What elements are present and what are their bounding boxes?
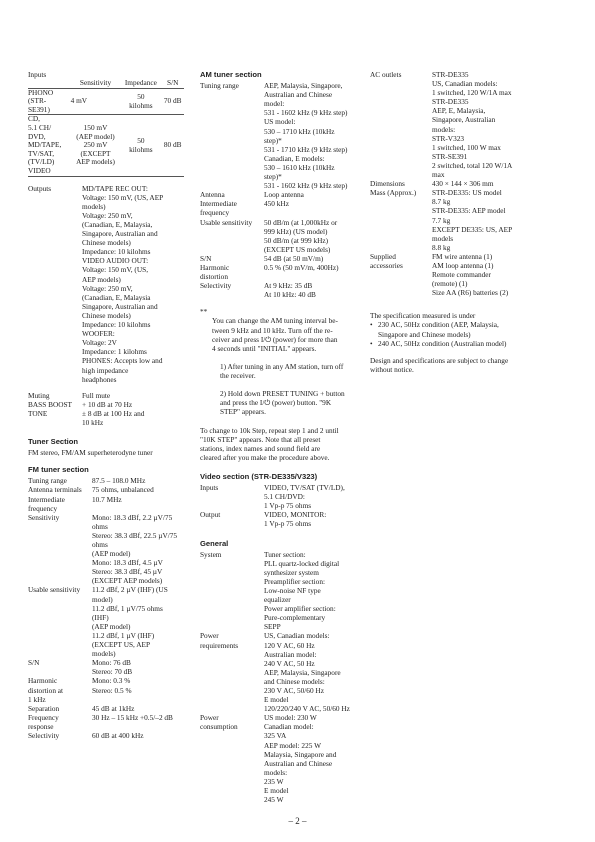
spec-value: MD/TAPE REC OUT: Voltage: 150 mV, (US, AEP models) Voltage: 250 mV, (Canadian, E, Malaysia, Singapore, Australian and Chinese models) Impedance: 10 kilohms VIDEO AUDIO OUT: Voltage: 150 mV, (US, AEP models) Voltage: 250 mV, (Canadian, E, Malaysia Singapore, Australian and Chinese models) Impedance: 10 kilohms WOOFER: Voltage: 2V Impedance: 1 kilohms PHONES: Accepts low and high impedance headphones — [82, 183, 164, 384]
fm-row — [28, 495, 190, 513]
spec-value: STR-DE335: US model 8.7 kg STR-DE335: AEP model 7.7 kg EXCEPT DE335: US, AEP models 8.8 kg — [432, 188, 513, 252]
am-value: Loop antenna — [264, 190, 304, 200]
fm-row — [28, 585, 190, 658]
am-label: Tuning range — [200, 81, 239, 91]
am-row — [200, 199, 364, 217]
fm-row — [28, 676, 190, 703]
spec-value: FM wire antenna (1) AM loop antenna (1) Remote commander (remote) (1) Size AA (R6) batteries (2) — [432, 251, 509, 298]
fm-label: Tuning range — [28, 476, 67, 486]
am-label: Usable sensitivity — [200, 217, 253, 227]
header-sn: S/N — [161, 79, 184, 88]
spec-label: Dimensions — [370, 179, 405, 189]
inputs-heading: Inputs — [28, 70, 47, 79]
general-value: US, Canadian models: 120 V AC, 60 Hz Australian model: 240 V AC, 50 Hz AEP, Malaysia, Singapore and Chinese models: 230 V AC, 50/60 Hz E model 120/220/240 V AC, 50/60 Hz — [264, 631, 350, 714]
am-value: AEP, Malaysia, Singapore, Australian and Chinese model: 531 - 1602 kHz (9 kHz step) US model: 530 – 1710 kHz (10kHz step)* 531 - 1710 kHz (9 kHz step) Canadian, E models: 530 – 1610 kHz (10kHz step)* 531 - 1602 kHz (9 kHz step) — [264, 81, 348, 191]
fm-label: Selectivity — [28, 730, 60, 740]
fm-row — [28, 713, 190, 731]
fm-label: Antenna terminals — [28, 485, 82, 495]
input-name: CD, 5.1 CH/ DVD, MD/TAPE, TV/SAT, (TV/LD) VIDEO — [28, 115, 71, 176]
video-value: VIDEO, TV/SAT (TV/LD), 5.1 CH/DVD: 1 Vp-p 75 ohms — [264, 483, 345, 511]
spec-row — [370, 70, 570, 179]
fm-value: 45 dB at 1kHz — [92, 703, 135, 713]
fm-label: Sensitivity — [28, 512, 60, 522]
general-label: Power consumption — [200, 713, 238, 732]
input-impedance: 50 kilohms — [129, 91, 153, 110]
general-row — [200, 631, 364, 713]
fm-value: 11.2 dBf, 2 µV (IHF) (US model) 11.2 dBf, 1 µV/75 ohms (IHF) (AEP model) 11.2 dBf, 1 µV (IHF) (EXCEPT US, AEP models) — [92, 585, 168, 659]
fm-row — [28, 513, 190, 586]
fm-row — [28, 658, 190, 676]
measured-list — [370, 320, 570, 347]
am-label: Harmonic distortion — [200, 262, 230, 282]
fm-value: Mono: 76 dB Stereo: 70 dB — [92, 658, 133, 677]
video-row — [200, 510, 364, 528]
spec-label: Outputs — [28, 183, 52, 193]
am-label: Intermediate frequency — [200, 199, 237, 218]
am-value: 450 kHz — [264, 199, 289, 209]
video-section-heading: Video section (STR-DE335/V323) — [200, 471, 318, 481]
tuner-section-heading: Tuner Section — [28, 437, 79, 447]
am-label: Selectivity — [200, 281, 232, 291]
input-name: PHONO (STR- SE391) — [28, 87, 54, 114]
video-row — [200, 483, 364, 510]
input-impedance: 50 kilohms — [120, 115, 161, 176]
right-column — [370, 70, 570, 374]
fm-label: S/N — [28, 658, 40, 668]
spec-row — [370, 252, 570, 297]
general-row — [200, 713, 364, 804]
general-label: Power requirements — [200, 631, 239, 650]
note-mark: ** — [200, 307, 208, 317]
spec-row — [28, 184, 190, 384]
fm-value: 30 Hz – 15 kHz +0.5/–2 dB — [92, 712, 173, 722]
general-heading: General — [200, 538, 229, 548]
spec-label: AC outlets — [370, 70, 402, 79]
video-value: VIDEO, MONITOR: 1 Vp-p 75 ohms — [264, 510, 327, 529]
spec-row — [370, 188, 570, 252]
spec-value: + 10 dB at 70 Hz — [82, 399, 133, 409]
fm-value: 75 ohms, unbalanced — [92, 485, 154, 495]
tuner-section-text: FM stereo, FM/AM superheterodyne tuner — [28, 448, 153, 458]
measured-item: • 230 AC, 50Hz condition (AEP, Malaysia, Singapore and Chinese models) — [378, 320, 570, 338]
general-label: System — [200, 549, 222, 559]
measured-heading: The specification measured is under — [370, 311, 476, 321]
am-row — [200, 281, 364, 299]
fm-value: 10.7 MHz — [92, 494, 122, 504]
note-step: 1) After tuning in any AM station, turn off the receiver. — [220, 361, 344, 380]
inputs-table — [28, 79, 184, 177]
measured-item: • 240 AC, 50Hz condition (Australian model) — [378, 339, 570, 348]
input-sensitivity: 150 mV (AEP model) 250 mV (EXCEPT AEP models) — [71, 115, 121, 176]
middle-column — [200, 70, 364, 804]
left-column — [28, 70, 190, 740]
fm-value: 60 dB at 400 kHz — [92, 730, 144, 740]
spec-row — [370, 179, 570, 188]
am-value: 54 dB (at 50 mV/m) — [264, 253, 324, 263]
fm-label: Harmonic distortion at 1 kHz — [28, 676, 64, 704]
input-sn: 80 dB — [161, 115, 184, 176]
spec-label: Supplied accessories — [370, 251, 403, 270]
fm-tuner-heading: FM tuner section — [28, 465, 89, 475]
fm-value: Mono: 18.3 dBf, 2.2 µV/75 ohms Stereo: 38.3 dBf, 22.5 µV/75 ohms (AEP model) Mono: 18.3 dBf, 4.5 µV Stereo: 38.3 dBf, 45 µV (EXCEPT AEP models) — [92, 512, 178, 586]
fm-row — [28, 476, 190, 485]
am-row — [200, 81, 364, 190]
am-row — [200, 254, 364, 263]
spec-label: TONE — [28, 408, 48, 418]
general-value: Tuner section: PLL quartz-locked digital synthesizer system Preamplifier section: Low-noise NF type equalizer Power amplifier section: Pure-complementary SEPP — [264, 549, 340, 632]
am-row — [200, 190, 364, 199]
fm-label: Frequency response — [28, 712, 59, 731]
spec-row — [28, 400, 190, 409]
am-label: S/N — [200, 253, 212, 263]
am-note — [200, 307, 364, 425]
disclaimer: Design and specifications are subject to change without notice. — [370, 355, 509, 374]
spec-label: BASS BOOST — [28, 399, 72, 409]
header-sensitivity: Sensitivity — [71, 79, 121, 88]
general-row — [200, 550, 364, 632]
video-label: Output — [200, 510, 221, 520]
am-tuner-heading: AM tuner section — [200, 70, 262, 79]
am-row — [200, 218, 364, 254]
am-label: Antenna — [200, 190, 225, 200]
fm-row — [28, 704, 190, 713]
fm-value: 87.5 – 108.0 MHz — [92, 476, 146, 486]
am-value: 0.5 % (50 mV/m, 400Hz) — [264, 262, 339, 272]
spec-value: ± 8 dB at 100 Hz and 10 kHz — [82, 408, 145, 427]
fm-value: Mono: 0.3 % Stereo: 0.5 % — [92, 676, 132, 695]
fm-label: Usable sensitivity — [28, 585, 81, 595]
spec-value: STR-DE335 US, Canadian models: 1 switched, 120 W/1A max STR-DE335 AEP, E, Malaysia, Singapore, Australian models: STR-V323 1 switched, 100 W max STR-SE391 2 switched, total 120 W/1A max — [432, 70, 513, 180]
spec-label: Mass (Approx.) — [370, 188, 417, 198]
note-text: You can change the AM tuning interval be- tween 9 kHz and 10 kHz. Turn off the re- ceiver and press I/⏻ (power) for more than 4 seconds until "INITIAL" appears. — [212, 316, 338, 353]
spec-value: 430 × 144 × 306 mm — [432, 179, 494, 189]
spec-row — [28, 391, 190, 400]
am-row — [200, 263, 364, 281]
fm-label: Separation — [28, 703, 60, 713]
spec-row — [28, 409, 190, 427]
fm-row — [28, 731, 190, 740]
spec-label: Muting — [28, 390, 50, 400]
note-step: 2) Hold down PRESET TUNING + button and press the I/⏻ (power) button. "9K STEP" appears. — [220, 389, 345, 417]
header-impedance: Impedance — [120, 79, 161, 88]
note-tail: To change to 10k Step, repeat step 1 and 2 until "10K STEP" appears. Note that all preset stations, index names and sound field are cleared after you make the procedure above. — [200, 425, 339, 462]
am-value: 50 dB/m (at 1,000kHz or 999 kHz) (US model) 50 dB/m (at 999 kHz) (EXCEPT US models) — [264, 217, 338, 254]
input-sn: 70 dB — [163, 96, 182, 106]
spec-value: Full mute — [82, 390, 111, 400]
input-sensitivity: 4 mV — [70, 96, 88, 106]
am-value: At 9 kHz: 35 dB At 10 kHz: 40 dB — [264, 281, 316, 300]
fm-label: Intermediate frequency — [28, 494, 65, 513]
general-value: US model: 230 W Canadian model: 325 VA AEP model: 225 W Malaysia, Singapore and Australian and Chinese models: 235 W E model 245 W — [264, 713, 337, 805]
page-number: – 2 – — [288, 816, 307, 826]
fm-row — [28, 485, 190, 494]
video-label: Inputs — [200, 483, 219, 493]
